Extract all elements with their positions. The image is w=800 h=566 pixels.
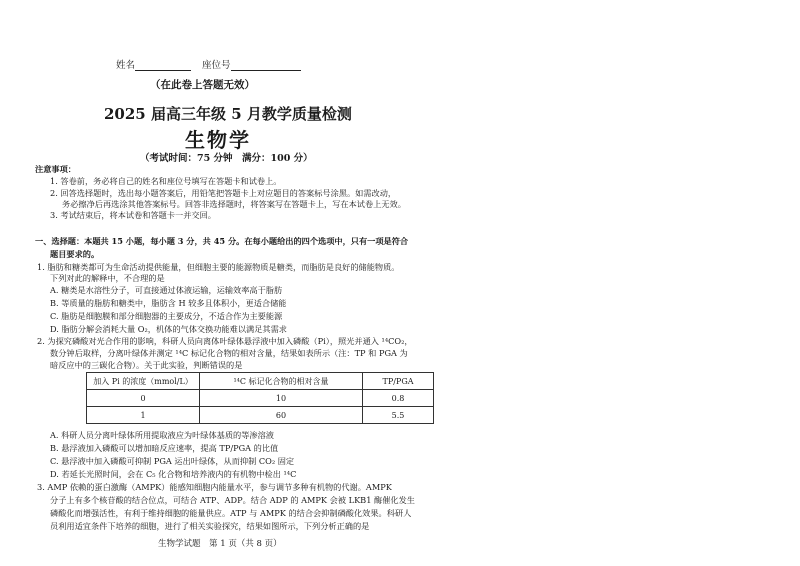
invalid-note: （在此卷上答题无效） — [150, 79, 255, 91]
notes-title: 注意事项： — [35, 164, 76, 174]
q1-option-d: D. 脂肪分解会消耗大量 O₂，机体的气体交换功能难以满足其需求 — [50, 324, 287, 334]
name-field — [116, 57, 191, 71]
q2-option-a: A. 科研人员分离叶绿体所用提取液应为叶绿体基质的等渗溶液 — [50, 430, 274, 440]
q3-stem-cont: 分子上有多个核苷酸的结合位点，可结合 ATP、ADP。结合 ADP 的 AMPK 会被 LKB1 酶催化发生 — [50, 495, 415, 505]
seat-label: 座位号 — [202, 60, 231, 71]
table-row — [87, 407, 434, 424]
q2-stem-cont: 数分钟后取样，分离叶绿体并测定 ¹⁴C 标记化合物的相对含量，结果如表所示（注：TP 和 PGA 为 — [50, 348, 408, 358]
table-cell: 60 — [200, 407, 363, 424]
q3-stem: 3. AMP 依赖的蛋白激酶（AMPK）能感知细胞内能量水平，参与调节多种有机物的代谢。AMPK — [37, 482, 392, 492]
q2-stem: 2. 为探究磷酸对光合作用的影响，科研人员向离体叶绿体悬浮液中加入磷酸（Pi），照光并通入 ¹⁴CO₂， — [37, 336, 413, 346]
q3-stem-cont: 磷酸化而增强活性，有利于维持细胞的能量供应。ATP 与 AMPK 的结合会抑制磷酸化效果。科研人 — [50, 508, 412, 518]
seat-blank — [231, 70, 301, 71]
q3-stem-cont: 员利用适宜条件下培养的细胞，进行了相关实验探究，结果如图所示，下列分析正确的是 — [50, 521, 370, 531]
table-header-row — [87, 373, 434, 390]
notes-item: 1. 答卷前，务必将自己的姓名和座位号填写在答题卡和试卷上。 — [50, 176, 282, 186]
table-header-cell: ¹⁴C 标记化合物的相对含量 — [200, 373, 363, 390]
section-heading: 一、选择题：本题共 15 小题，每小题 3 分，共 45 分。在每小题给出的四个选项中，只有一项是符合 — [35, 236, 409, 246]
q1-option-b: B. 等质量的脂肪和糖类中，脂肪含 H 较多且体积小，更适合储能 — [50, 298, 287, 308]
notes-item: 2. 回答选择题时，选出每小题答案后，用铅笔把答题卡上对应题目的答案标号涂黑。如需改动， — [50, 188, 397, 198]
table-cell: 0 — [87, 390, 200, 407]
notes-item: 务必擦净后再选涂其他答案标号。回答非选择题时，将答案写在答题卡上，写在本试卷上无效。 — [62, 199, 406, 209]
seat-field — [202, 57, 301, 71]
time-info: （考试时间：75 分钟 满分：100 分） — [140, 153, 313, 164]
q2-option-c: C. 悬浮液中加入磷酸可抑制 PGA 运出叶绿体，从而抑制 CO₂ 固定 — [50, 456, 295, 466]
table-header-cell: 加入 Pi 的浓度（mmol/L） — [87, 373, 200, 390]
q2-stem-cont: 暗反应中的三碳化合物）。关于此实验，判断错误的是 — [50, 360, 243, 370]
section-heading-cont: 题目要求的。 — [50, 249, 100, 259]
q2-option-b: B. 悬浮液加入磷酸可以增加暗反应速率，提高 TP/PGA 的比值 — [50, 443, 279, 453]
page-footer: 生物学试题 第 1 页（共 8 页） — [158, 539, 282, 549]
name-blank — [135, 70, 191, 71]
subject-title: 生物学 — [185, 128, 251, 152]
q1-option-c: C. 脂肪是细胞膜和部分细胞器的主要成分，不适合作为主要能源 — [50, 311, 283, 321]
table-cell: 10 — [200, 390, 363, 407]
q2-table — [86, 372, 434, 424]
table-header-cell: TP/PGA — [363, 373, 434, 390]
notes-item: 3. 考试结束后，将本试卷和答题卡一并交回。 — [50, 210, 216, 220]
table-cell: 5.5 — [363, 407, 434, 424]
table-row — [87, 390, 434, 407]
table-cell: 1 — [87, 407, 200, 424]
table-cell: 0.8 — [363, 390, 434, 407]
q1-stem-cont: 下列对此的解释中，不合理的是 — [50, 273, 165, 283]
exam-title: 2025 届高三年级 5 月教学质量检测 — [104, 105, 352, 123]
name-label: 姓名 — [116, 60, 136, 71]
q1-option-a: A. 糖类是水溶性分子，可直接通过体液运输，运输效率高于脂肪 — [50, 285, 283, 295]
q2-option-d: D. 若延长光照时间，会在 C₅ 化合物和培养液内的有机物中检出 ¹⁴C — [50, 469, 297, 479]
q1-stem: 1. 脂肪和糖类都可为生命活动提供能量，但细胞主要的能源物质是糖类，而脂肪是良好的储能物质。 — [37, 262, 400, 272]
